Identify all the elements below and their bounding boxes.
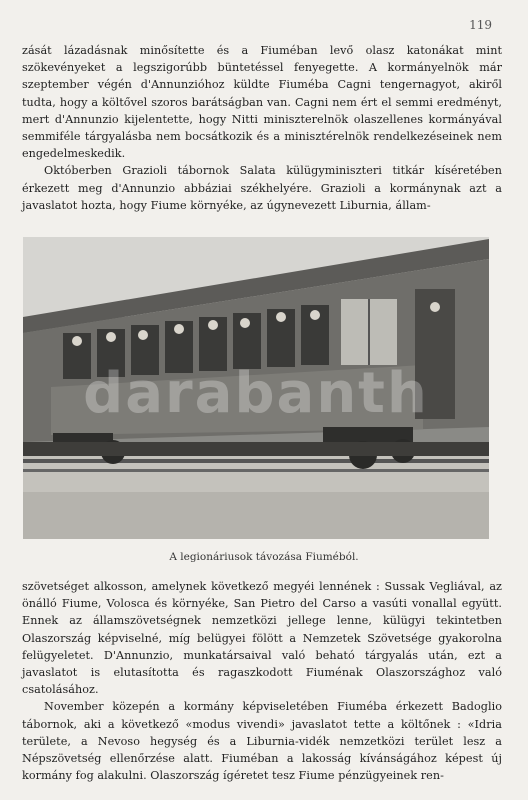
paragraph: Októberben Grazioli tábornok Salata külügyminiszteri titkár kíséretében érkezett meg d'Annunzio abbáziai székhelyére. Grazioli a kormánynak azt a javaslatot hozta, hogy Fiume környéke, az úgynevezett Liburnia, állam- [22, 164, 502, 212]
figure-caption: A legionáriusok távozása Fiuméból. [169, 551, 359, 563]
paragraph: November közepén a kormány képviseletében Fiuméba érkezett Badoglio tábornok, aki a következő «modus vivendi» javaslatot tette a költőnek : «Idria területe, a Nevoso hegység és a Liburnia-vidék nemzetközi terület lesz a Népszövetség ellenőrzése alatt. Fiuméban a lakosság kívánságához képest új kormány fog alakulni. Olaszország ígéretet tesz Fiume pénzügyeinek ren- [22, 700, 502, 783]
page-number: 119 [469, 18, 492, 32]
paragraph: zását lázadásnak minősítette és a Fiuméban levő olasz katonákat mint szökevényeket a legszigorúbb büntetéssel fenyegette. A kormányelnök már szeptember végén d'Annunzióhoz küldte Fiuméba Cagni tengernagyot, akiről tudta, hogy a költővel szoros barátságban van. Cagni nem ért el semmi eredményt, mert d'Annunzio kijelentette, hogy Nitti miniszterelnök olaszellenes kormányával semmiféle tárgyalásba nem bocsátkozik és a minisztérelnök rendelkezéseinek nem engedelmeskedik. [22, 44, 502, 161]
photograph-train [23, 237, 489, 539]
watermark: darabanth [83, 361, 429, 426]
paragraph: szövetséget alkosson, amelynek következő megyéi lennének : Sussak Vegliával, az önálló Fiume, Volosca és környéke, San Pietro del Carso a vasúti vonallal együtt. Ennek az államszövetségnek nemzetközi jellege lenne, külügyi tekintetben Olaszország képviselné, míg belügyei fölött a Nemzetek Szövetsége gyakorolna felügyeletet. D'Annunzio, munkatársaival való beható tárgyalás után, ezt a javaslatot is elutasította és ragaszkodott Fiuménak Olaszországhoz való csatolásához. [22, 580, 502, 697]
top-text [22, 42, 502, 214]
bottom-text [22, 578, 502, 784]
